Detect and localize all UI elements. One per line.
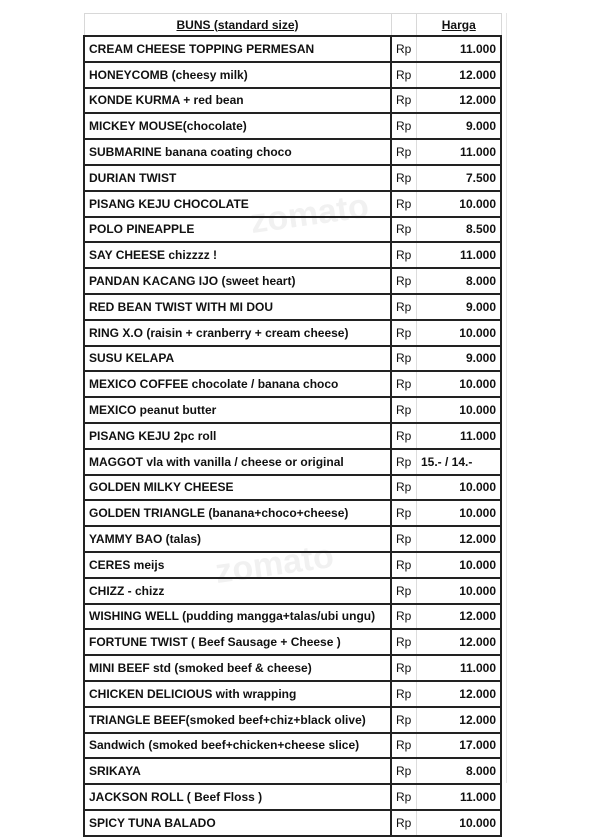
- currency-label: Rp: [391, 242, 417, 268]
- currency-label: Rp: [391, 268, 417, 294]
- table-row: [84, 758, 501, 784]
- item-name: GOLDEN MILKY CHEESE: [84, 475, 391, 501]
- item-name: POLO PINEAPPLE: [84, 217, 391, 243]
- currency-label: Rp: [391, 88, 417, 114]
- item-price: 12.000: [417, 681, 502, 707]
- table-row: [84, 191, 501, 217]
- item-name: MINI BEEF std (smoked beef & cheese): [84, 655, 391, 681]
- item-name: PANDAN KACANG IJO (sweet heart): [84, 268, 391, 294]
- item-name: SUSU KELAPA: [84, 346, 391, 372]
- table-row: [84, 268, 501, 294]
- item-name: CREAM CHEESE TOPPING PERMESAN: [84, 36, 391, 62]
- currency-label: Rp: [391, 578, 417, 604]
- table-row: [84, 139, 501, 165]
- item-name: KONDE KURMA + red bean: [84, 88, 391, 114]
- item-name: CHIZZ - chizz: [84, 578, 391, 604]
- item-price: 10.000: [417, 320, 502, 346]
- item-price: 11.000: [417, 423, 502, 449]
- item-price: 10.000: [417, 810, 502, 836]
- currency-label: Rp: [391, 526, 417, 552]
- currency-label: Rp: [391, 397, 417, 423]
- currency-label: Rp: [391, 500, 417, 526]
- item-name: MEXICO peanut butter: [84, 397, 391, 423]
- table-row: [84, 423, 501, 449]
- item-price: 11.000: [417, 655, 502, 681]
- item-name: MAGGOT vla with vanilla / cheese or original: [84, 449, 391, 475]
- currency-label: Rp: [391, 449, 417, 475]
- item-name: CERES meijs: [84, 552, 391, 578]
- table-row: [84, 810, 501, 836]
- currency-label: Rp: [391, 604, 417, 630]
- header-price: Harga: [417, 14, 502, 37]
- currency-label: Rp: [391, 191, 417, 217]
- currency-label: Rp: [391, 758, 417, 784]
- table-row: [84, 294, 501, 320]
- item-name: DURIAN TWIST: [84, 165, 391, 191]
- currency-label: Rp: [391, 423, 417, 449]
- currency-label: Rp: [391, 36, 417, 62]
- currency-label: Rp: [391, 320, 417, 346]
- item-name: TRIANGLE BEEF(smoked beef+chiz+black olive): [84, 707, 391, 733]
- table-row: [84, 449, 501, 475]
- table-row: [84, 475, 501, 501]
- table-row: [84, 526, 501, 552]
- table-row: [84, 88, 501, 114]
- header-currency: [391, 14, 417, 37]
- currency-label: Rp: [391, 475, 417, 501]
- currency-label: Rp: [391, 629, 417, 655]
- currency-label: Rp: [391, 217, 417, 243]
- currency-label: Rp: [391, 784, 417, 810]
- item-price: 11.000: [417, 36, 502, 62]
- table-row: [84, 604, 501, 630]
- table-row: [84, 371, 501, 397]
- currency-label: Rp: [391, 733, 417, 759]
- currency-label: Rp: [391, 810, 417, 836]
- item-price: 9.000: [417, 294, 502, 320]
- item-name: SUBMARINE banana coating choco: [84, 139, 391, 165]
- currency-label: Rp: [391, 707, 417, 733]
- item-price: 12.000: [417, 707, 502, 733]
- watermark: zomato: [247, 186, 371, 242]
- item-name: GOLDEN TRIANGLE (banana+choco+cheese): [84, 500, 391, 526]
- currency-label: Rp: [391, 139, 417, 165]
- item-price: 11.000: [417, 784, 502, 810]
- item-name: RING X.O (raisin + cranberry + cream cheese): [84, 320, 391, 346]
- currency-label: Rp: [391, 113, 417, 139]
- table-row: [84, 346, 501, 372]
- table-row: [84, 62, 501, 88]
- item-price: 8.000: [417, 268, 502, 294]
- item-price: 12.000: [417, 62, 502, 88]
- currency-label: Rp: [391, 165, 417, 191]
- table-row: [84, 655, 501, 681]
- table-row: [84, 242, 501, 268]
- item-name: PISANG KEJU CHOCOLATE: [84, 191, 391, 217]
- item-price: 10.000: [417, 578, 502, 604]
- table-row: [84, 320, 501, 346]
- table-row: [84, 500, 501, 526]
- table-row: [84, 629, 501, 655]
- table-row: [84, 578, 501, 604]
- item-price: 8.500: [417, 217, 502, 243]
- item-price: 10.000: [417, 552, 502, 578]
- item-price: 12.000: [417, 526, 502, 552]
- item-price: 12.000: [417, 604, 502, 630]
- item-price: 10.000: [417, 397, 502, 423]
- item-name: SPICY TUNA BALADO: [84, 810, 391, 836]
- currency-label: Rp: [391, 294, 417, 320]
- currency-label: Rp: [391, 655, 417, 681]
- item-price: 12.000: [417, 88, 502, 114]
- item-name: MICKEY MOUSE(chocolate): [84, 113, 391, 139]
- item-price: 10.000: [417, 371, 502, 397]
- item-name: RED BEAN TWIST WITH MI DOU: [84, 294, 391, 320]
- table-row: [84, 707, 501, 733]
- item-name: HONEYCOMB (cheesy milk): [84, 62, 391, 88]
- table-row: [84, 36, 501, 62]
- item-name: MEXICO COFFEE chocolate / banana choco: [84, 371, 391, 397]
- item-price: 10.000: [417, 191, 502, 217]
- item-name: PISANG KEJU 2pc roll: [84, 423, 391, 449]
- menu-table: [83, 13, 502, 837]
- currency-label: Rp: [391, 552, 417, 578]
- table-row: [84, 784, 501, 810]
- currency-label: Rp: [391, 681, 417, 707]
- item-price: 7.500: [417, 165, 502, 191]
- item-price: 10.000: [417, 500, 502, 526]
- table-row: [84, 681, 501, 707]
- table-row: [84, 552, 501, 578]
- item-name: CHICKEN DELICIOUS with wrapping: [84, 681, 391, 707]
- item-name: WISHING WELL (pudding mangga+talas/ubi ungu): [84, 604, 391, 630]
- table-row: [84, 113, 501, 139]
- item-price: 12.000: [417, 629, 502, 655]
- menu-sheet: [83, 13, 502, 837]
- table-row: [84, 397, 501, 423]
- table-row: [84, 165, 501, 191]
- table-header: [84, 14, 501, 37]
- item-name: JACKSON ROLL ( Beef Floss ): [84, 784, 391, 810]
- watermark: zomato: [212, 536, 336, 592]
- currency-label: Rp: [391, 371, 417, 397]
- item-name: Sandwich (smoked beef+chicken+cheese slice): [84, 733, 391, 759]
- header-item: BUNS (standard size): [84, 14, 391, 37]
- item-price: 10.000: [417, 475, 502, 501]
- item-name: SAY CHEESE chizzzz !: [84, 242, 391, 268]
- table-row: [84, 733, 501, 759]
- table-row: [84, 217, 501, 243]
- item-price: 9.000: [417, 113, 502, 139]
- item-name: FORTUNE TWIST ( Beef Sausage + Cheese ): [84, 629, 391, 655]
- item-price: 8.000: [417, 758, 502, 784]
- currency-label: Rp: [391, 62, 417, 88]
- item-price: 17.000: [417, 733, 502, 759]
- item-name: SRIKAYA: [84, 758, 391, 784]
- currency-label: Rp: [391, 346, 417, 372]
- item-price: 11.000: [417, 242, 502, 268]
- item-price: 9.000: [417, 346, 502, 372]
- item-name: YAMMY BAO (talas): [84, 526, 391, 552]
- item-price: 15.- / 14.-: [417, 449, 502, 475]
- item-price: 11.000: [417, 139, 502, 165]
